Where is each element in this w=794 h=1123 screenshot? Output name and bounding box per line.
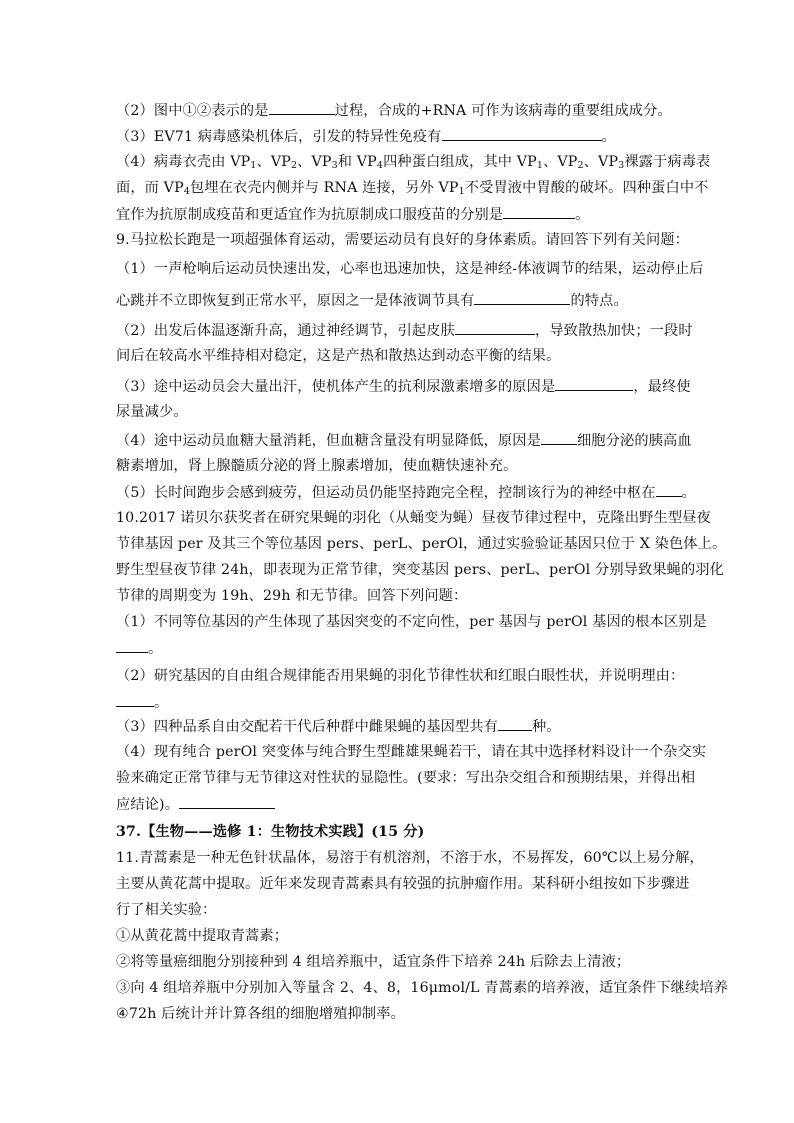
text-segment: ，导致散热加快；一段时: [534, 323, 693, 339]
text-segment: （4）途中运动员血糖大量消耗，但血糖含量没有明显降低，原因是: [116, 433, 541, 449]
subscript: 4: [376, 160, 384, 171]
text-segment: ②将等量癌细胞分别接种到 4 组培养瓶中，适宜条件下培养 24h 后除去上清液；: [116, 954, 631, 970]
text-segment: 节律基因 per 及其三个等位基因 pers、perL、perOl，通过实验验证基因只位于 X 染色体上。: [116, 536, 727, 552]
text-segment: 。: [154, 695, 169, 711]
answer-blank[interactable]: [498, 716, 532, 731]
subscript: 1: [458, 186, 465, 197]
text-line: [116, 612, 707, 632]
subscript: 2: [290, 160, 298, 171]
text-line: [116, 848, 704, 868]
answer-blank[interactable]: [455, 320, 535, 335]
text-line: [116, 768, 695, 788]
text-line: [116, 430, 692, 451]
text-segment: ④72h 后统计并计算各组的细胞增殖抑制率。: [116, 1006, 405, 1022]
text-line: [116, 402, 188, 422]
text-segment: 。: [681, 485, 697, 501]
text-line: [116, 482, 696, 503]
text-line: [116, 794, 275, 815]
text-segment: 9.马拉松长跑是一项超强体育运动，需要运动员有良好的身体素质。请回答下列有关问题：: [116, 232, 690, 248]
text-segment: 和 VP: [337, 154, 377, 170]
text-line: [116, 534, 726, 554]
text-line: [116, 1004, 405, 1024]
text-line: [116, 100, 672, 121]
subscript: 3: [618, 160, 625, 171]
answer-blank[interactable]: [474, 290, 570, 305]
text-line: [116, 204, 589, 225]
text-segment: 、VP: [297, 154, 332, 170]
text-segment: （3）途中运动员会大量出汗，使机体产生的抗利尿激素增多的原因是: [116, 379, 556, 395]
text-line: [116, 874, 690, 894]
text-segment: 心跳并不立即恢复到正常水平，原因之一是体液调节具有: [116, 293, 475, 309]
text-segment: 野生型昼夜节律 24h，即表现为正常节律，突变基因 pers、perL、perOl 分别导致果蝇的羽化: [116, 562, 725, 578]
text-line: [116, 952, 630, 972]
text-segment: 应结论)。: [116, 797, 180, 813]
text-line: [116, 178, 709, 198]
subscript: 3: [331, 160, 338, 171]
text-segment: 。: [601, 129, 616, 145]
text-segment: 裸露于病毒表: [624, 154, 711, 170]
text-line: [116, 376, 691, 397]
text-segment: 细胞分泌的胰高血: [576, 433, 692, 449]
text-line: [116, 978, 728, 998]
text-line: [116, 822, 425, 842]
answer-blank[interactable]: [555, 376, 633, 391]
text-segment: 种。: [531, 719, 561, 735]
text-segment: 。: [148, 641, 163, 657]
answer-blank[interactable]: [269, 100, 335, 115]
text-segment: 宜作为抗原制成疫苗和更适宜作为抗原制成口服疫苗的分别是: [116, 207, 504, 223]
text-line: [116, 346, 560, 366]
text-segment: 。: [575, 207, 590, 223]
text-line: [116, 900, 216, 920]
text-line: [116, 666, 684, 686]
answer-blank[interactable]: [656, 482, 682, 497]
text-line: [116, 456, 517, 476]
text-segment: （4）现有纯合 perOl 突变体与纯合野生型雌雄果蝇若干，请在其中选择材料设计一个杂交实: [116, 744, 707, 760]
text-segment: （1）一声枪响后运动员快速出发，心率也迅速加快，这是神经-体液调节的结果，运动停止后: [116, 261, 704, 277]
subscript: 1: [536, 160, 544, 171]
text-line: [116, 126, 616, 147]
text-segment: （3）EV71 病毒感染机体后，引发的特异性免疫有: [116, 129, 442, 145]
text-segment: 11.青蒿素是一种无色针状晶体，易溶于有机溶剂，不溶于水，不易挥发，60℃以上易分解，: [116, 850, 704, 866]
text-segment: 节律的周期变为 19h、29h 和无节律。回答下列问题：: [116, 588, 468, 604]
text-segment: 10.2017 诺贝尔获奖者在研究果蝇的羽化（从蛹变为蝇）昼夜节律过程中，克隆出野生型昼夜: [116, 510, 711, 526]
subscript: 2: [577, 160, 584, 171]
text-segment: 主要从黄花蒿中提取。近年来发现青蒿素具有较强的抗肿瘤作用。某科研小组按如下步骤进: [116, 876, 690, 892]
text-segment: 、VP: [543, 154, 578, 170]
answer-blank[interactable]: [116, 692, 154, 707]
text-line: [116, 152, 710, 172]
answer-blank[interactable]: [503, 204, 575, 219]
text-line: [116, 692, 168, 713]
answer-blank[interactable]: [116, 638, 148, 653]
text-line: [116, 716, 561, 737]
text-line: [116, 560, 724, 580]
text-segment: 尿量减少。: [116, 404, 188, 420]
subscript: 1: [250, 160, 257, 171]
text-segment: 验来确定正常节律与无节律这对性状的显隐性。(要求：写出杂交组合和预期结果，并得出相: [116, 770, 696, 786]
text-segment: （2）图中①②表示的是: [116, 103, 269, 119]
text-line: [116, 926, 288, 946]
section-heading: 37.【生物——选修 1：生物技术实践】(15 分): [116, 824, 425, 840]
answer-blank[interactable]: [179, 794, 275, 809]
text-segment: 糖素增加，肾上腺髓质分泌的肾上腺素增加，使血糖快速补充。: [116, 458, 518, 474]
text-segment: ①从黄花蒿中提取青蒿素；: [116, 928, 289, 944]
text-segment: 、VP: [583, 154, 619, 170]
text-line: [116, 742, 706, 762]
text-segment: （5）长时间跑步会感到疲劳，但运动员仍能坚持跑完全程，控制该行为的神经中枢在: [116, 485, 656, 501]
text-segment: （3）四种品系自由交配若干代后种群中雌果蝇的基因型共有: [116, 719, 498, 735]
text-line: [116, 320, 693, 341]
text-segment: （1）不同等位基因的产生体现了基因突变的不定向性，per 基因与 perOl 基因的根本区别是: [116, 614, 707, 630]
text-line: [116, 230, 689, 250]
text-segment: 、VP: [256, 154, 291, 170]
text-line: [116, 586, 467, 606]
text-line: [116, 259, 704, 279]
text-segment: 四种蛋白组成，其中 VP: [383, 154, 537, 170]
text-segment: ③向 4 组培养瓶中分别加入等量含 2、4、8，16μmol/L 青蒿素的培养液，适宜条件下继续培养: [116, 980, 729, 996]
text-segment: （4）病毒衣壳由 VP: [116, 154, 251, 170]
text-segment: 过程，合成的+RNA 可作为该病毒的重要组成成分。: [334, 103, 672, 119]
text-segment: 面，而 VP: [116, 180, 184, 196]
text-segment: ，最终使: [633, 379, 691, 395]
text-segment: 不受胃液中胃酸的破坏。四种蛋白中不: [464, 180, 709, 196]
text-segment: 的特点。: [570, 293, 628, 309]
text-line: [116, 508, 711, 528]
subscript: 4: [183, 186, 190, 197]
text-segment: （2）出发后体温逐渐升高，通过神经调节，引起皮肤: [116, 323, 455, 339]
text-segment: 包埋在衣壳内侧并与 RNA 连接，另外 VP: [189, 180, 459, 196]
text-segment: 行了相关实验：: [116, 902, 217, 918]
answer-blank[interactable]: [442, 126, 602, 141]
text-segment: （2）研究基因的自由组合规律能否用果蝇的羽化节律性状和红眼白眼性状，并说明理由：: [116, 668, 685, 684]
text-line: [116, 290, 628, 311]
answer-blank[interactable]: [541, 430, 577, 445]
text-line: [116, 638, 162, 659]
text-segment: 间后在较高水平维持相对稳定，这是产热和散热达到动态平衡的结果。: [116, 348, 561, 364]
